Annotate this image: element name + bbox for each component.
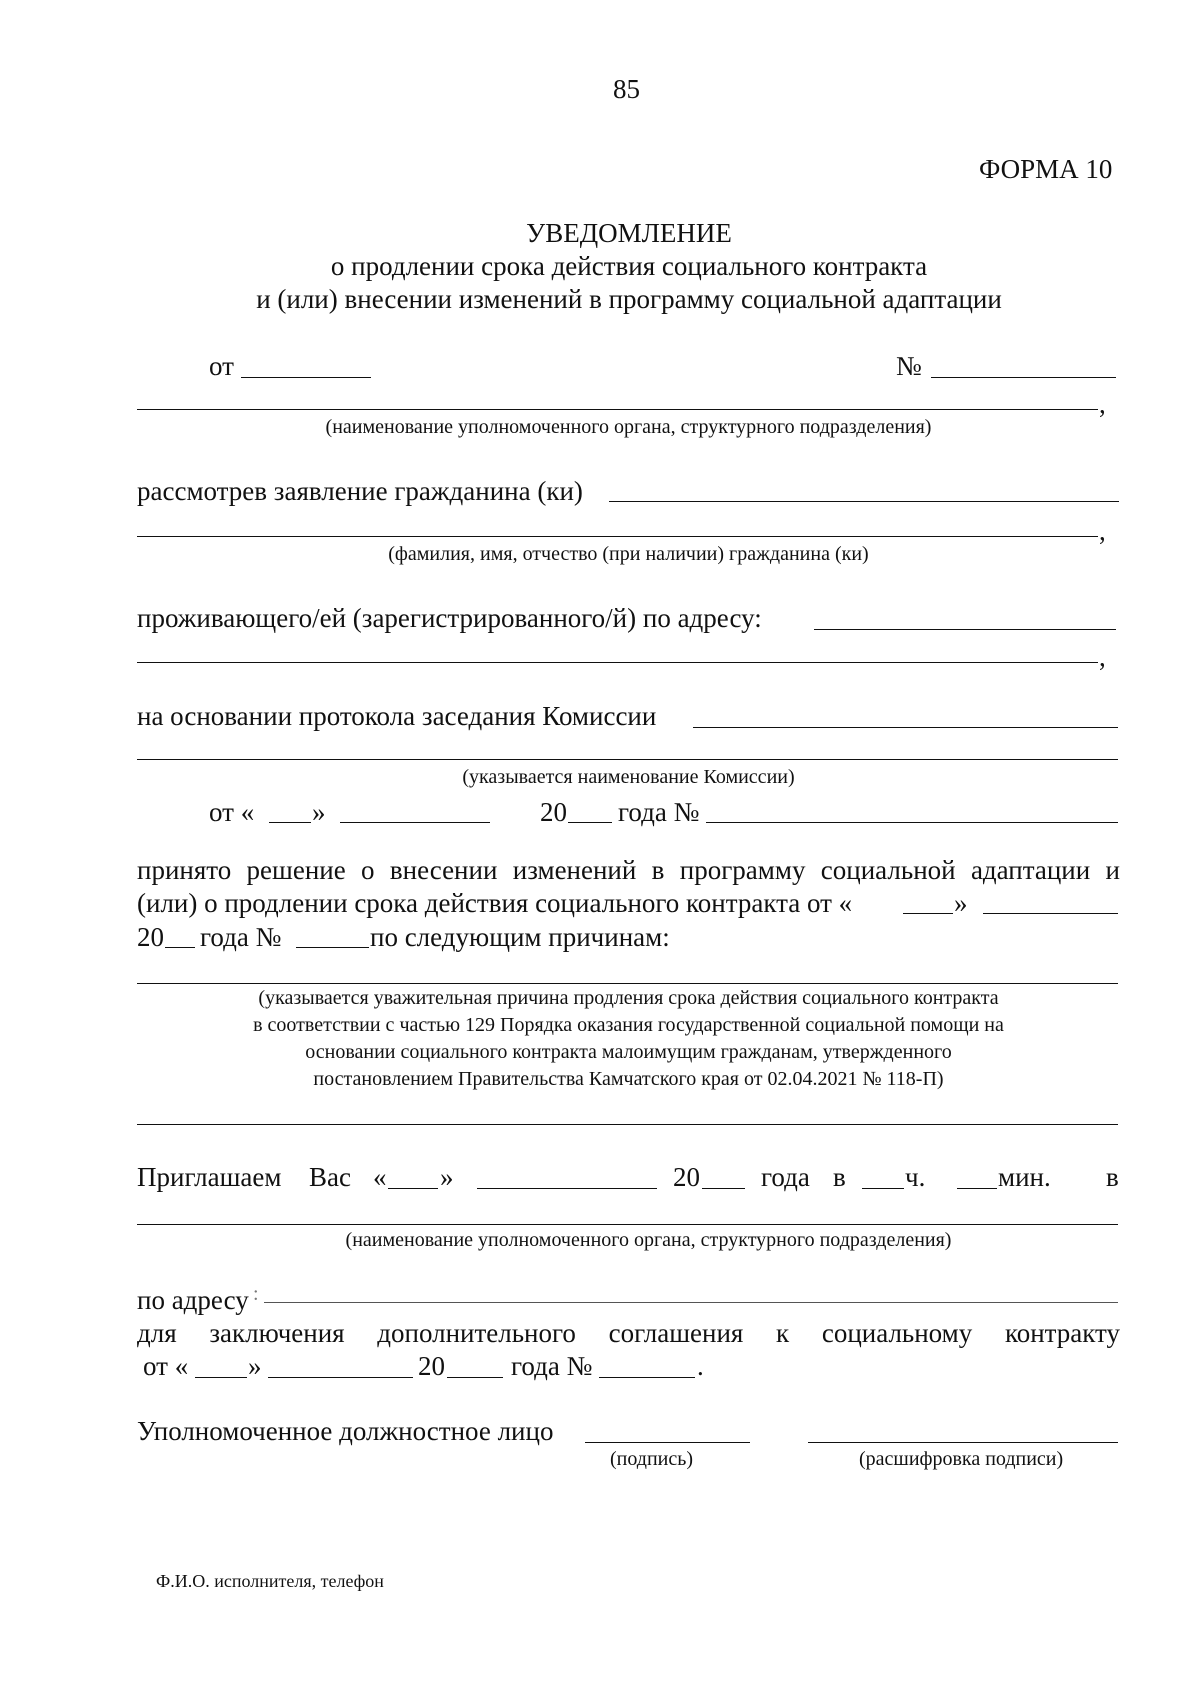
- invite-minutes: мин.: [998, 1162, 1051, 1192]
- invite-in-2: в: [1106, 1162, 1119, 1192]
- authority-caption: (наименование уполномоченного органа, структурного подразделения): [325, 416, 932, 438]
- agreement-month-line[interactable]: [268, 1377, 413, 1378]
- decision-number-line[interactable]: [296, 947, 369, 948]
- comma: ,: [1099, 642, 1106, 672]
- agreement-word: контракту: [1004, 1318, 1120, 1348]
- date-field-line[interactable]: [241, 377, 371, 378]
- agreement-word: заключения: [209, 1318, 345, 1348]
- reason-caption-1: (указывается уважительная причина продления срока действия социального контракта: [258, 987, 999, 1009]
- agreement-word: социальному: [821, 1318, 973, 1348]
- comma: ,: [1099, 516, 1106, 546]
- address-field-line-2[interactable]: [137, 662, 1098, 663]
- signature-decode-field-line[interactable]: [808, 1442, 1118, 1443]
- address-field-line[interactable]: [814, 629, 1116, 630]
- form-label: ФОРМА 10: [979, 154, 1113, 184]
- number-field-line[interactable]: [931, 377, 1116, 378]
- invite-year-prefix: 20: [673, 1162, 700, 1192]
- agreement-year-prefix: 20: [418, 1351, 445, 1381]
- address2-colon: :: [253, 1283, 259, 1305]
- agreement-year-label: года №: [511, 1351, 593, 1381]
- protocol-year-prefix: 20: [540, 797, 567, 827]
- comma: ,: [1099, 389, 1106, 419]
- reason-caption-2: в соответствии с частью 129 Порядка оказания государственной социальной помощи на: [253, 1014, 1004, 1036]
- decision-reasons: по следующим причинам:: [370, 922, 670, 952]
- protocol-label: на основании протокола заседания Комиссии: [137, 701, 657, 731]
- applicant-field-line[interactable]: [609, 501, 1119, 502]
- applicant-field-line-2[interactable]: [137, 536, 1098, 537]
- invite-word-2: Вас: [309, 1162, 351, 1192]
- agreement-day-line[interactable]: [195, 1377, 247, 1378]
- title-subtitle-1: о продлении срока действия социального контракта: [330, 251, 928, 281]
- protocol-year-suffix: года №: [618, 797, 700, 827]
- invite-word-1: Приглашаем: [137, 1162, 282, 1192]
- applicant-caption: (фамилия, имя, отчество (при наличии) гражданина (ки): [388, 543, 869, 565]
- reason-caption-3: основании социального контракта малоимущим гражданам, утвержденного: [305, 1041, 952, 1063]
- decision-year-prefix: 20: [137, 922, 164, 952]
- decision-month-line[interactable]: [983, 913, 1118, 914]
- agreement-word: соглашения: [608, 1318, 744, 1348]
- agreement-period: .: [697, 1351, 704, 1381]
- invite-authority-caption: (наименование уполномоченного органа, структурного подразделения): [345, 1229, 952, 1251]
- number-label: №: [896, 351, 922, 381]
- protocol-month-line[interactable]: [340, 822, 490, 823]
- page-number: 85: [613, 74, 640, 104]
- signature-field-line[interactable]: [585, 1442, 750, 1443]
- signature-decode-caption: (расшифровка подписи): [859, 1448, 1064, 1470]
- protocol-number-line[interactable]: [706, 822, 1118, 823]
- agreement-word: к: [776, 1318, 790, 1348]
- invite-quote-open: «: [373, 1162, 387, 1192]
- invite-hours-line[interactable]: [862, 1188, 904, 1189]
- agreement-number-line[interactable]: [599, 1377, 695, 1378]
- decision-quote-close: »: [954, 888, 968, 918]
- decision-day-line[interactable]: [903, 913, 953, 914]
- address2-label: по адресу: [137, 1285, 249, 1315]
- agreement-quote-close: »: [248, 1351, 262, 1381]
- commission-field-line[interactable]: [137, 759, 1118, 760]
- invite-minutes-line[interactable]: [957, 1188, 997, 1189]
- protocol-field-line[interactable]: [693, 727, 1118, 728]
- authority-field-line[interactable]: [137, 409, 1098, 410]
- decision-line-2-prefix: (или) о продлении срока действия социального контракта от «: [137, 888, 853, 918]
- invite-month-line[interactable]: [477, 1188, 657, 1189]
- invite-day-line[interactable]: [388, 1188, 438, 1189]
- from-label: от: [209, 351, 234, 381]
- invite-year-label: года: [761, 1162, 810, 1192]
- reason-caption-4: постановлением Правительства Камчатского края от 02.04.2021 № 118-П): [313, 1068, 944, 1090]
- agreement-line: [137, 1320, 1120, 1347]
- footer-executor: Ф.И.О. исполнителя, телефон: [156, 1571, 384, 1591]
- address-label: проживающего/ей (зарегистрированного/й) по адресу:: [137, 603, 762, 633]
- invite-authority-line[interactable]: [137, 1224, 1118, 1225]
- decision-year-label: года №: [200, 922, 282, 952]
- agreement-year-line[interactable]: [447, 1377, 503, 1378]
- title-subtitle-2: и (или) внесении изменений в программу социальной адаптации: [256, 284, 1002, 314]
- reason-field-line-2[interactable]: [137, 1124, 1118, 1125]
- signature-caption: (подпись): [610, 1448, 694, 1470]
- commission-caption: (указывается наименование Комиссии): [462, 766, 795, 788]
- protocol-date-from: от «: [209, 797, 255, 827]
- reason-field-line[interactable]: [137, 983, 1118, 984]
- agreement-date-from: от «: [143, 1351, 189, 1381]
- signature-label: Уполномоченное должностное лицо: [137, 1416, 554, 1446]
- protocol-quote-close: »: [312, 797, 326, 827]
- invite-year-line[interactable]: [702, 1188, 745, 1189]
- applicant-label: рассмотрев заявление гражданина (ки): [137, 476, 583, 506]
- protocol-year-line[interactable]: [568, 822, 612, 823]
- decision-year-line[interactable]: [165, 947, 195, 948]
- address2-field-line[interactable]: [264, 1302, 1118, 1303]
- invite-hours: ч.: [905, 1162, 926, 1192]
- title-heading: УВЕДОМЛЕНИЕ: [526, 218, 732, 248]
- invite-in-1: в: [833, 1162, 846, 1192]
- agreement-word: для: [137, 1318, 177, 1348]
- decision-line-1: принято решение о внесении изменений в программу социальной адаптации и: [137, 855, 1120, 885]
- invite-quote-close: »: [440, 1162, 454, 1192]
- protocol-day-line[interactable]: [269, 822, 311, 823]
- agreement-word: дополнительного: [377, 1318, 576, 1348]
